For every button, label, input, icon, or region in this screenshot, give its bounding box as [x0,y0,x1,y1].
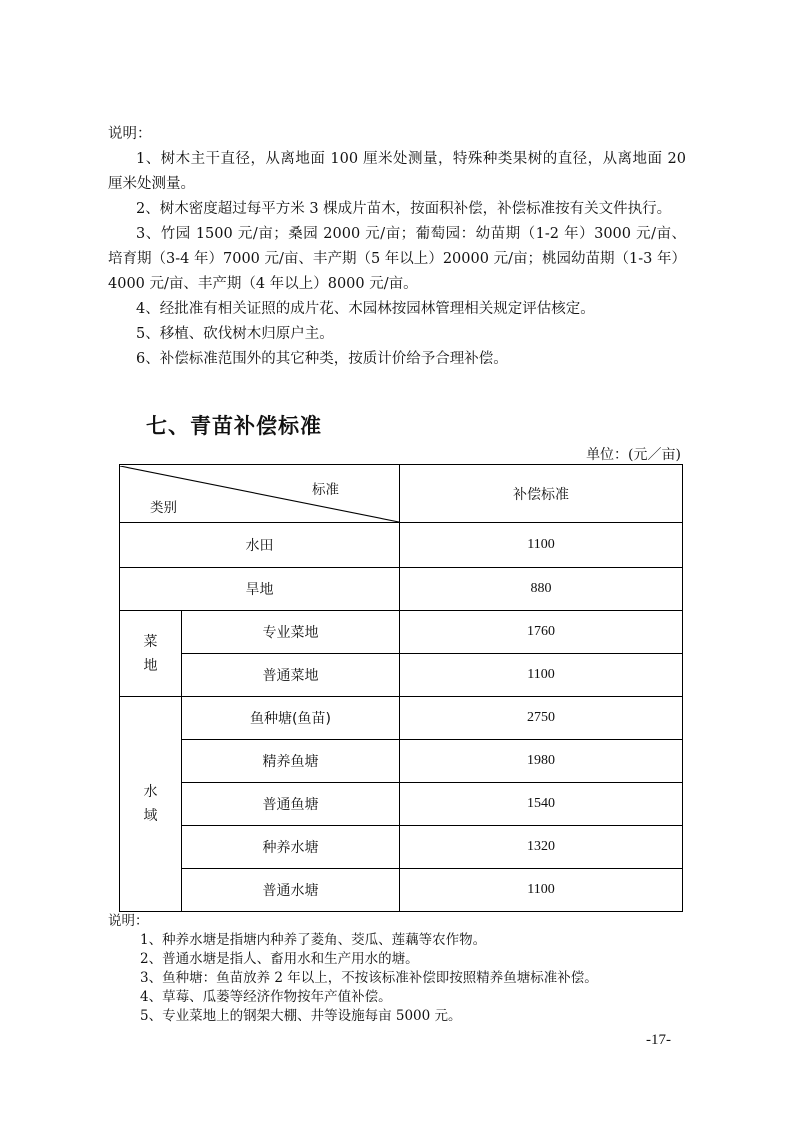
table-row [120,740,683,783]
note-item-1: 1、种养水塘是指塘内种养了菱角、茭瓜、莲藕等农作物。 [140,932,487,948]
row-name: 精养鱼塘 [182,740,400,783]
compensation-table [119,464,683,912]
table-row [120,523,683,568]
header-category-label: 类别 [150,499,177,516]
row-name: 种养水塘 [182,826,400,869]
row-name: 鱼种塘(鱼苗) [182,697,400,740]
table-header-row [120,465,683,523]
table-row [120,869,683,912]
table-row [120,697,683,740]
intro-item-1: 1、树木主干直径，从离地面 100 厘米处测量，特殊种类果树的直径，从离地面 20 厘米处测量。 [108,151,686,192]
unit-label: 单位：(元／亩) [586,447,681,463]
intro-label: 说明： [108,126,152,142]
row-value: 1320 [400,826,683,869]
table-row [120,654,683,697]
row-value: 1100 [400,523,683,568]
note-item-4: 4、草莓、瓜蒌等经济作物按年产值补偿。 [140,989,392,1005]
group-label: 菜地 [143,633,158,674]
table-row [120,611,683,654]
row-value: 880 [400,568,683,611]
row-name: 普通水塘 [182,869,400,912]
header-compensation-cell: 补偿标准 [400,465,683,523]
notes-label: 说明： [108,913,149,929]
intro-item-2: 2、树木密度超过每平方米 3 棵成片苗木，按面积补偿，补偿标准按有关文件执行。 [136,201,672,217]
row-name: 水田 [120,523,400,568]
row-value: 1100 [400,869,683,912]
row-value: 1760 [400,611,683,654]
row-value: 1980 [400,740,683,783]
row-value: 1100 [400,654,683,697]
row-name: 专业菜地 [182,611,400,654]
note-item-2: 2、普通水塘是指人、畜用水和生产用水的塘。 [140,951,419,967]
intro-item-3: 3、竹园 1500 元/亩；桑园 2000 元/亩；葡萄园：幼苗期（1-2 年）3000 元/亩、 培育期（3-4 年）7000 元/亩、丰产期（5 年以上）20000 元/亩；桃园幼苗期（1-3 年） 4000 元/亩、丰产期（4 年以上）8000 元/亩。 [108,226,686,292]
intro-item-5: 5、移植、砍伐树木归原户主。 [136,326,334,342]
row-value: 2750 [400,697,683,740]
group-vegetable-land [120,611,182,697]
row-name: 普通菜地 [182,654,400,697]
row-name: 旱地 [120,568,400,611]
diagonal-header-cell [120,465,400,523]
note-item-3: 3、鱼种塘：鱼苗放养 2 年以上，不按该标准补偿即按照精养鱼塘标准补偿。 [140,970,598,986]
header-standard-label: 标准 [312,481,339,498]
group-water-area [120,697,182,912]
table-row [120,826,683,869]
table-row [120,783,683,826]
intro-item-4: 4、经批准有相关证照的成片花、木园林按园林管理相关规定评估核定。 [136,301,595,317]
group-label: 水域 [143,784,158,824]
notes-section [108,912,598,1026]
row-value: 1540 [400,783,683,826]
section-heading: 七、青苗补偿标准 [146,414,322,438]
table-row [120,568,683,611]
page-number: -17- [646,1032,671,1048]
intro-item-6: 6、补偿标准范围外的其它种类，按质计价给予合理补偿。 [136,351,508,367]
note-item-5: 5、专业菜地上的钢架大棚、井等设施每亩 5000 元。 [140,1008,462,1024]
row-name: 普通鱼塘 [182,783,400,826]
